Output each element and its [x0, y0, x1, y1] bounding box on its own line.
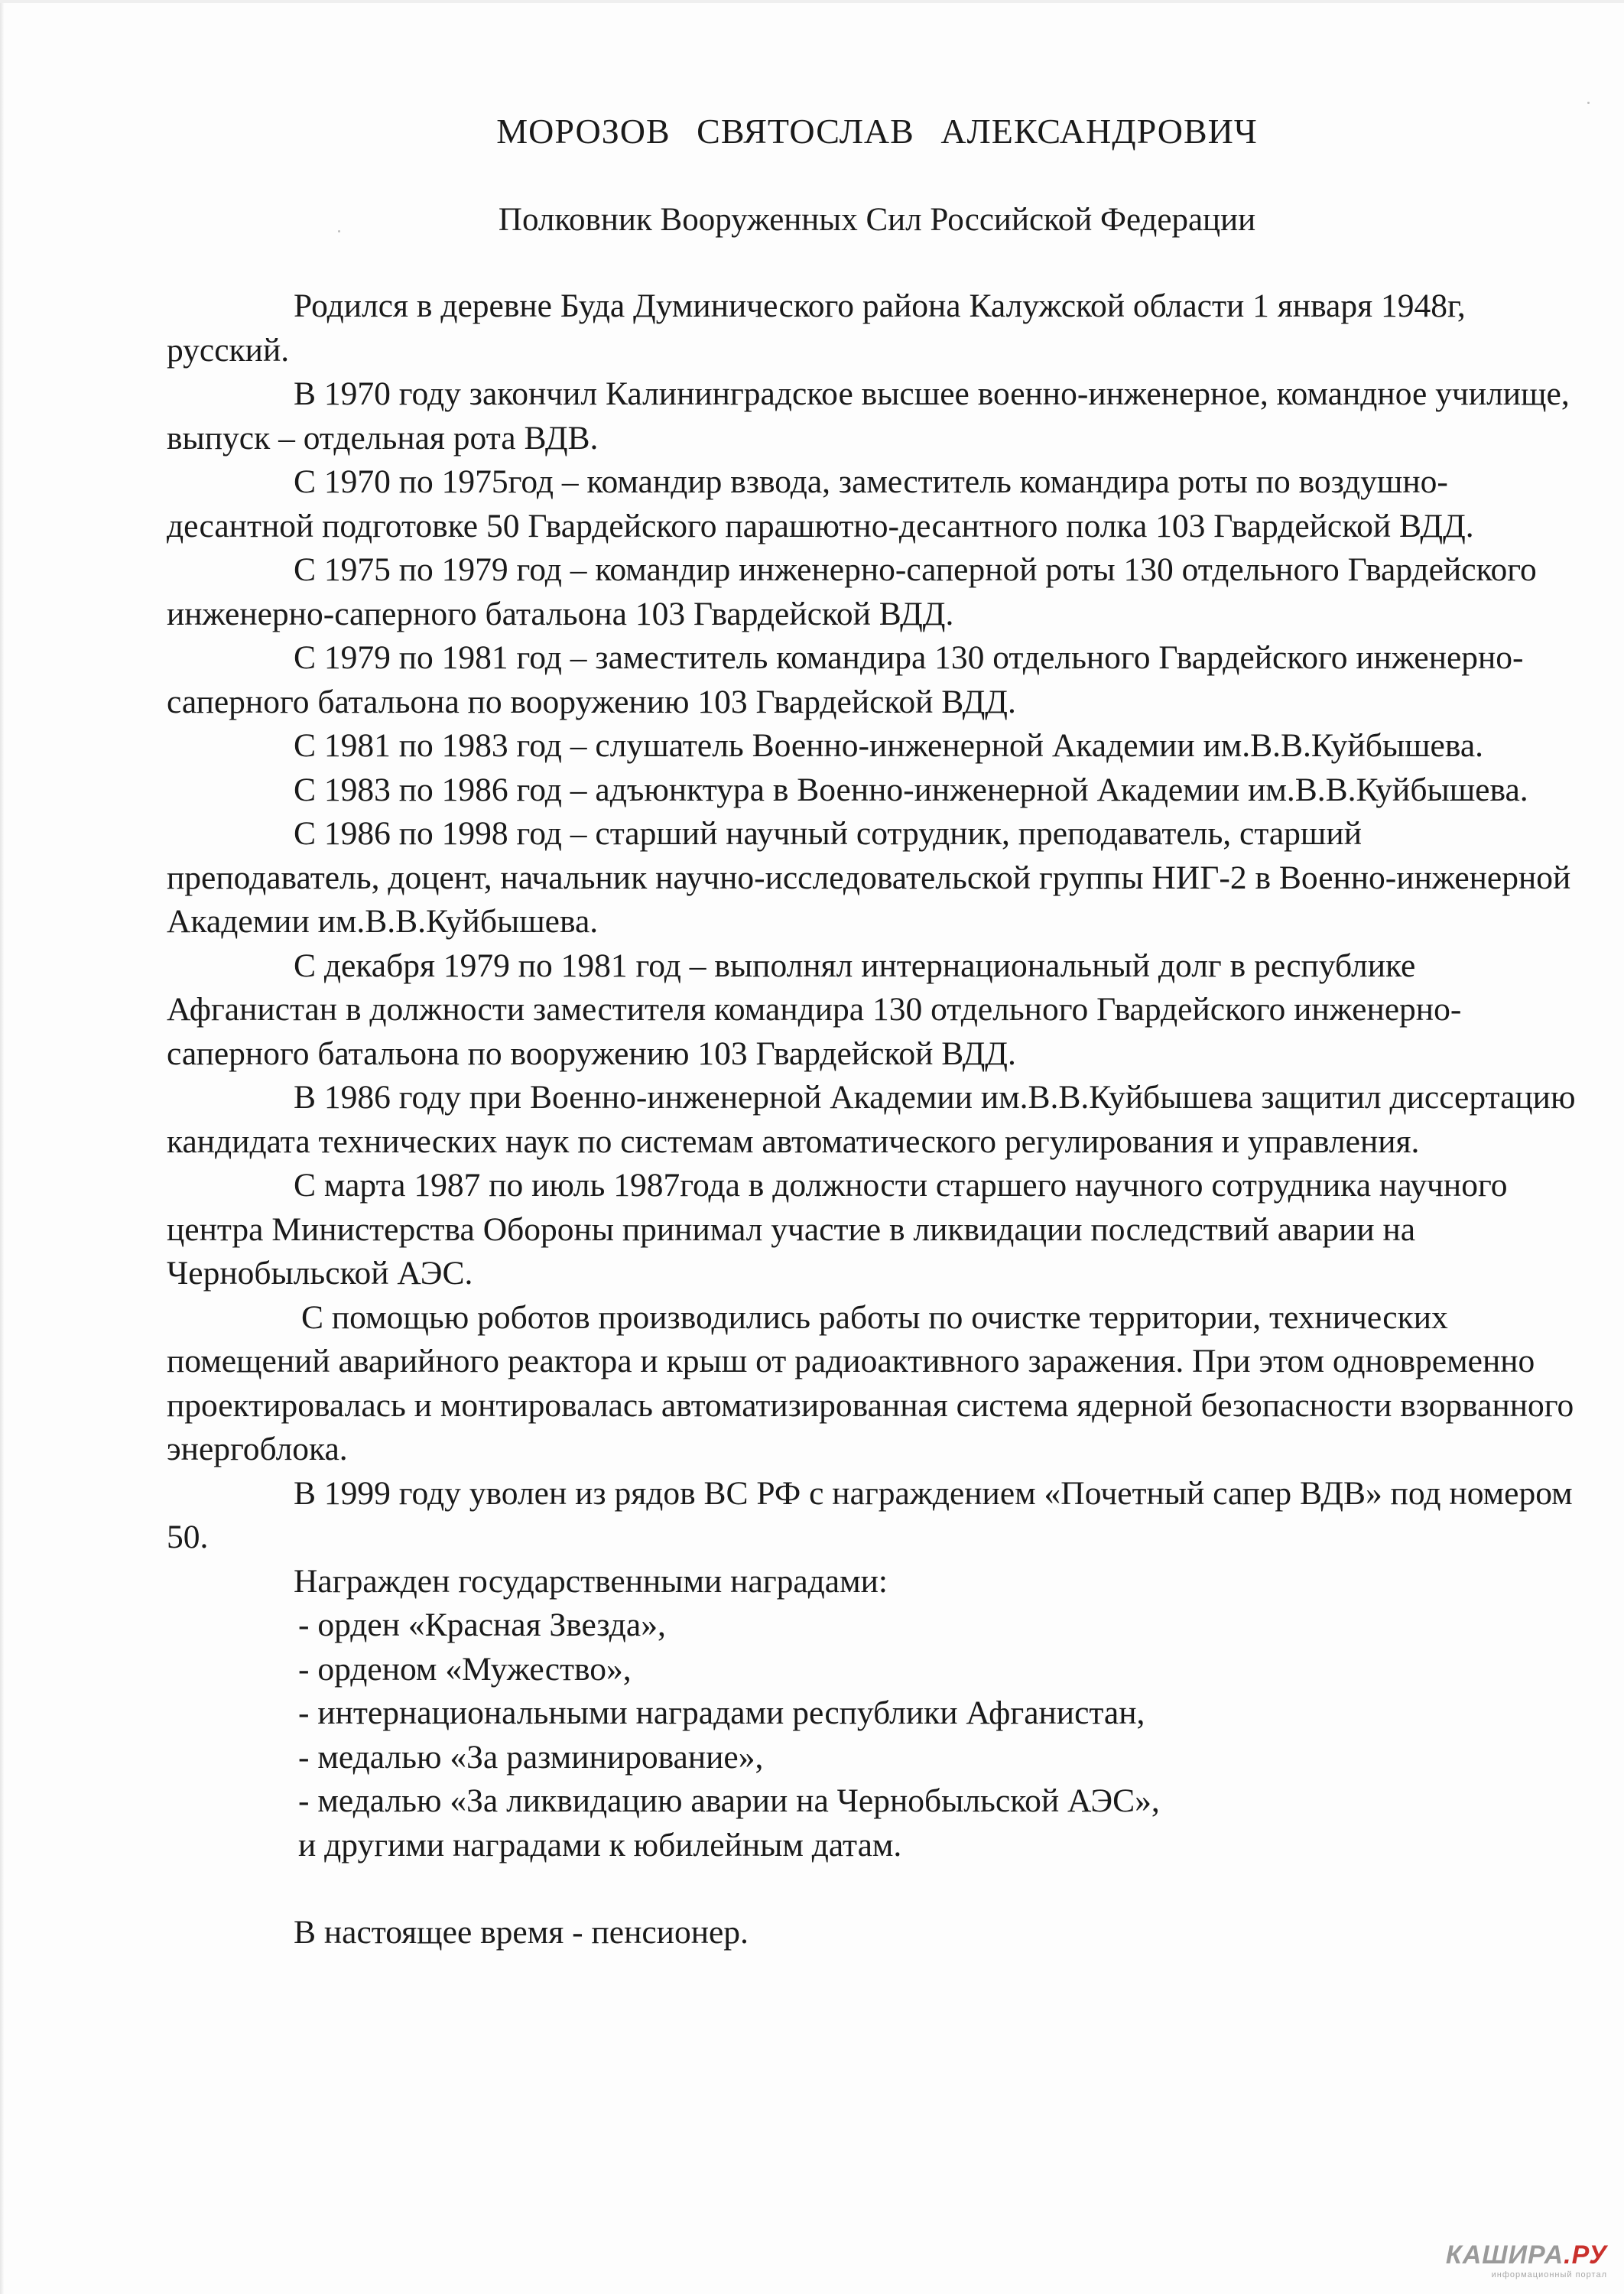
awards-list	[167, 1604, 1577, 1867]
watermark-logo	[1446, 2240, 1607, 2280]
paragraph-service-1975: С 1975 по 1979 год – командир инженерно-саперной роты 130 отдельного Гвардейского инженерно-саперного батальона 103 Гвардейской ВДД.	[167, 551, 1537, 632]
scan-edge-top	[0, 0, 1624, 3]
watermark-tagline: информационный портал	[1491, 2270, 1607, 2279]
paragraph-academy-1983: С 1983 по 1986 год – адъюнктура в Военно-инженерной Академии им.В.В.Куйбышева.	[294, 771, 1528, 808]
document-body	[167, 284, 1577, 1955]
paragraph-retirement: В 1999 году уволен из рядов ВС РФ с награждением «Почетный сапер ВДВ» под номером 50.	[167, 1474, 1573, 1555]
document-title: МОРОЗОВ СВЯТОСЛАВ АЛЕКСАНДРОВИЧ	[496, 112, 1258, 151]
watermark-brand-text: КАШИРА.РУ	[1445, 2240, 1607, 2270]
paragraph-service-1970: С 1970 по 1975год – командир взвода, заместитель командира роты по воздушно-десантной подготовке 50 Гвардейского парашютно-десантного полка 103 Гвардейской ВДД.	[167, 463, 1474, 544]
paragraph-academy-1981: С 1981 по 1983 год – слушатель Военно-инженерной Академии им.В.В.Куйбышева.	[294, 727, 1484, 764]
paragraph-chernobyl: С марта 1987 по июль 1987года в должности старшего научного сотрудника научного центра Министерства Обороны принимал участие в ликвидации последствий аварии на Чернобыльской АЭС.	[167, 1167, 1508, 1292]
spacer	[167, 1867, 1577, 1911]
awards-heading: Награжден государственными наградами:	[294, 1562, 888, 1600]
paragraph-afghanistan: С декабря 1979 по 1981 год – выполнял интернациональный долг в республике Афганистан в должности заместителя командира 130 отдельного Гвардейского инженерно-саперного батальона по вооружению 103 Гвардейской ВДД.	[167, 947, 1462, 1072]
paragraph-academy-1986: С 1986 по 1998 год – старший научный сотрудник, преподаватель, старший преподаватель, доцент, начальник научно-исследовательской группы НИГ-2 в Военно-инженерной Академии им.В.В.Куйбышева.	[167, 815, 1571, 940]
paragraph-birth: Родился в деревне Буда Думинического района Калужской области 1 января 1948г, русский.	[167, 288, 1466, 369]
scan-edge	[0, 0, 5, 2294]
paragraph-service-1979: С 1979 по 1981 год – заместитель командира 130 отдельного Гвардейского инженерно-саперного батальона по вооружению 103 Гвардейской ВДД.	[167, 639, 1524, 720]
award-item: - медалью «За ликвидацию аварии на Чернобыльской АЭС»,	[298, 1782, 1160, 1819]
watermark-brand	[1446, 2240, 1607, 2270]
paragraph-education: В 1970 году закончил Калининградское высшее военно-инженерное, командное училище, выпуск – отдельная рота ВДВ.	[167, 375, 1570, 457]
award-item: - орденом «Мужество»,	[298, 1650, 632, 1688]
document-subtitle: Полковник Вооруженных Сил Российской Федерации	[498, 202, 1256, 238]
closing-line: В настоящее время - пенсионер.	[294, 1914, 749, 1951]
scan-speck	[1587, 102, 1590, 104]
paragraph-robots: С помощью роботов производились работы по очистке территории, технических помещений аварийного реактора и крыш от радиоактивного заражения. При этом одновременно проектировалась и монтировалась автоматизированная система ядерной безопасности взорванного энергоблока.	[167, 1298, 1574, 1467]
award-item: - орден «Красная Звезда»,	[298, 1607, 666, 1643]
award-item: - медалью «За разминирование»,	[298, 1738, 764, 1776]
paragraph-dissertation: В 1986 году при Военно-инженерной Академии им.В.В.Куйбышева защитил диссертацию кандидата технических наук по системам автоматического регулирования и управления.	[167, 1079, 1576, 1160]
award-item: - интернациональными наградами республики Афганистан,	[298, 1695, 1145, 1731]
award-item: и другими наградами к юбилейным датам.	[298, 1826, 902, 1863]
